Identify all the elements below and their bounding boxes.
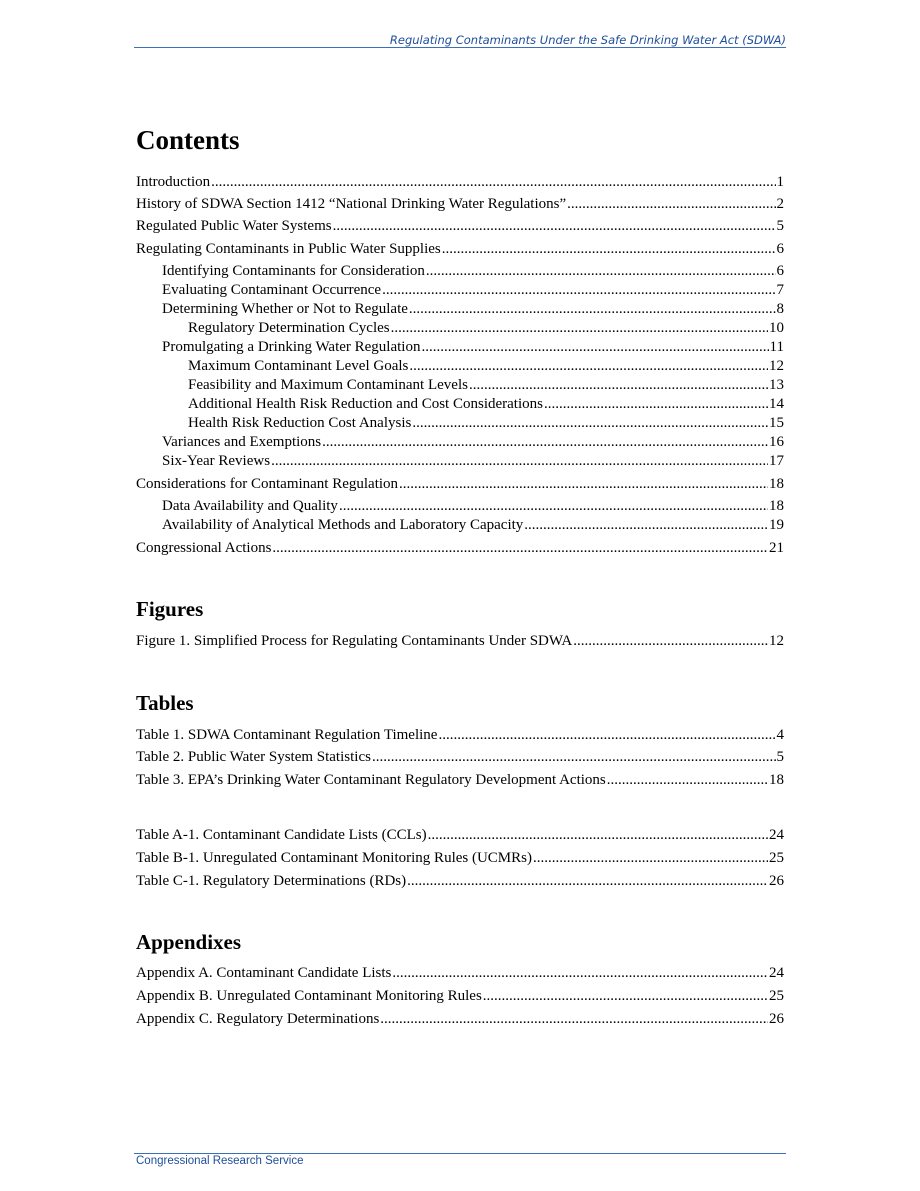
leader-dots — [412, 415, 768, 432]
toc-entry[interactable]: Regulating Contaminants in Public Water Supplies ..... 6 — [136, 241, 784, 258]
page-number: 24 — [769, 965, 784, 981]
page-number: 26 — [769, 1011, 784, 1027]
page-number: 21 — [769, 540, 784, 556]
toc-entry[interactable]: History of SDWA Section 1412 “National Drinking Water Regulations” ..... 2 — [136, 196, 784, 213]
toc-entry[interactable]: Table B-1. Unregulated Contaminant Monitoring Rules (UCMRs) ..... 25 — [136, 850, 784, 867]
page-number: 5 — [776, 749, 784, 765]
toc-entry[interactable]: Data Availability and Quality ..... 18 — [136, 498, 784, 515]
header-rule — [134, 47, 786, 48]
leader-dots — [421, 339, 768, 356]
page-number: 14 — [769, 396, 784, 412]
toc-entry[interactable]: Table A-1. Contaminant Candidate Lists (CCLs) ..... 24 — [136, 827, 784, 844]
toc-entry[interactable]: Determining Whether or Not to Regulate ..... 8 — [136, 301, 784, 318]
toc-entry[interactable]: Feasibility and Maximum Contaminant Levels ..... 13 — [136, 377, 784, 394]
page-number: 26 — [769, 873, 784, 889]
toc-entry[interactable]: Table 1. SDWA Contaminant Regulation Timeline ..... 4 — [136, 727, 784, 744]
toc-entry[interactable]: Table 3. EPA’s Drinking Water Contaminant Regulatory Development Actions ..... 18 — [136, 772, 784, 789]
leader-dots — [380, 1011, 768, 1028]
page-number: 6 — [776, 263, 784, 279]
page-number: 18 — [769, 476, 784, 492]
page-number: 12 — [769, 358, 784, 374]
page-number: 25 — [769, 850, 784, 866]
toc-entry[interactable]: Appendix A. Contaminant Candidate Lists ..... 24 — [136, 965, 784, 982]
toc-entry[interactable]: Additional Health Risk Reduction and Cost Considerations ..... 14 — [136, 396, 784, 413]
leader-dots — [399, 476, 768, 493]
page-number: 6 — [776, 241, 784, 257]
toc-entry[interactable]: Considerations for Contaminant Regulation ..... 18 — [136, 476, 784, 493]
toc-entry[interactable]: Evaluating Contaminant Occurrence ..... 7 — [136, 282, 784, 299]
leader-dots — [426, 263, 776, 280]
toc-entry[interactable]: Availability of Analytical Methods and Laboratory Capacity ..... 19 — [136, 517, 784, 534]
leader-dots — [339, 498, 768, 515]
toc-entry[interactable]: Congressional Actions ..... 21 — [136, 540, 784, 557]
tables-heading: Tables — [136, 691, 194, 715]
leader-dots — [524, 517, 768, 534]
toc-entry[interactable]: Identifying Contaminants for Consideration ..... 6 — [136, 263, 784, 280]
appendixes-heading: Appendixes — [136, 930, 242, 954]
leader-dots — [573, 633, 768, 650]
leader-dots — [409, 301, 776, 318]
leader-dots — [607, 772, 768, 789]
leader-dots — [372, 749, 776, 766]
page-number: 19 — [769, 517, 784, 533]
page-number: 24 — [769, 827, 784, 843]
toc-entry[interactable]: Six-Year Reviews ..... 17 — [136, 453, 784, 470]
page-number: 18 — [769, 498, 784, 514]
toc-entry[interactable]: Appendix C. Regulatory Determinations ..... 26 — [136, 1011, 784, 1028]
footer-rule — [134, 1153, 786, 1154]
page-number: 18 — [769, 772, 784, 788]
page-number: 8 — [776, 301, 784, 317]
leader-dots — [567, 196, 775, 213]
page-number: 10 — [769, 320, 784, 336]
page-number: 12 — [769, 633, 784, 649]
page-number: 11 — [769, 339, 784, 355]
leader-dots — [544, 396, 768, 413]
page-number: 1 — [776, 174, 784, 190]
figures-heading: Figures — [136, 597, 204, 621]
leader-dots — [271, 453, 768, 470]
leader-dots — [382, 282, 775, 299]
page-number: 16 — [769, 434, 784, 450]
leader-dots — [391, 320, 768, 337]
leader-dots — [322, 434, 768, 451]
toc-entry[interactable]: Appendix B. Unregulated Contaminant Monitoring Rules ..... 25 — [136, 988, 784, 1005]
leader-dots — [272, 540, 768, 557]
toc-entry[interactable]: Figure 1. Simplified Process for Regulating Contaminants Under SDWA ..... 12 — [136, 633, 784, 650]
leader-dots — [333, 218, 776, 235]
toc-entry[interactable]: Variances and Exemptions ..... 16 — [136, 434, 784, 451]
toc-entry[interactable]: Promulgating a Drinking Water Regulation ..... 11 — [136, 339, 784, 356]
toc-entry[interactable]: Regulated Public Water Systems ..... 5 — [136, 218, 784, 235]
leader-dots — [392, 965, 768, 982]
leader-dots — [428, 827, 768, 844]
running-header: Regulating Contaminants Under the Safe Drinking Water Act (SDWA) — [389, 33, 786, 47]
toc-entry[interactable]: Regulatory Determination Cycles ..... 10 — [136, 320, 784, 337]
page-number: 7 — [776, 282, 784, 298]
page-number: 4 — [776, 727, 784, 743]
leader-dots — [442, 241, 776, 258]
toc-entry[interactable]: Table 2. Public Water System Statistics ..... 5 — [136, 749, 784, 766]
leader-dots — [211, 174, 775, 191]
leader-dots — [469, 377, 768, 394]
page-number: 17 — [769, 453, 784, 469]
page-number: 2 — [776, 196, 784, 212]
leader-dots — [438, 727, 775, 744]
leader-dots — [483, 988, 768, 1005]
page-number: 25 — [769, 988, 784, 1004]
running-footer: Congressional Research Service — [136, 1155, 304, 1167]
leader-dots — [409, 358, 768, 375]
toc-entry[interactable]: Maximum Contaminant Level Goals ..... 12 — [136, 358, 784, 375]
page-number: 13 — [769, 377, 784, 393]
page-number: 15 — [769, 415, 784, 431]
toc-entry[interactable]: Table C-1. Regulatory Determinations (RDs) ..... 26 — [136, 873, 784, 890]
toc-entry[interactable]: Introduction ..... 1 — [136, 174, 784, 191]
contents-heading: Contents — [136, 125, 240, 155]
leader-dots — [533, 850, 768, 867]
page-number: 5 — [776, 218, 784, 234]
toc-entry[interactable]: Health Risk Reduction Cost Analysis ..... 15 — [136, 415, 784, 432]
leader-dots — [407, 873, 768, 890]
